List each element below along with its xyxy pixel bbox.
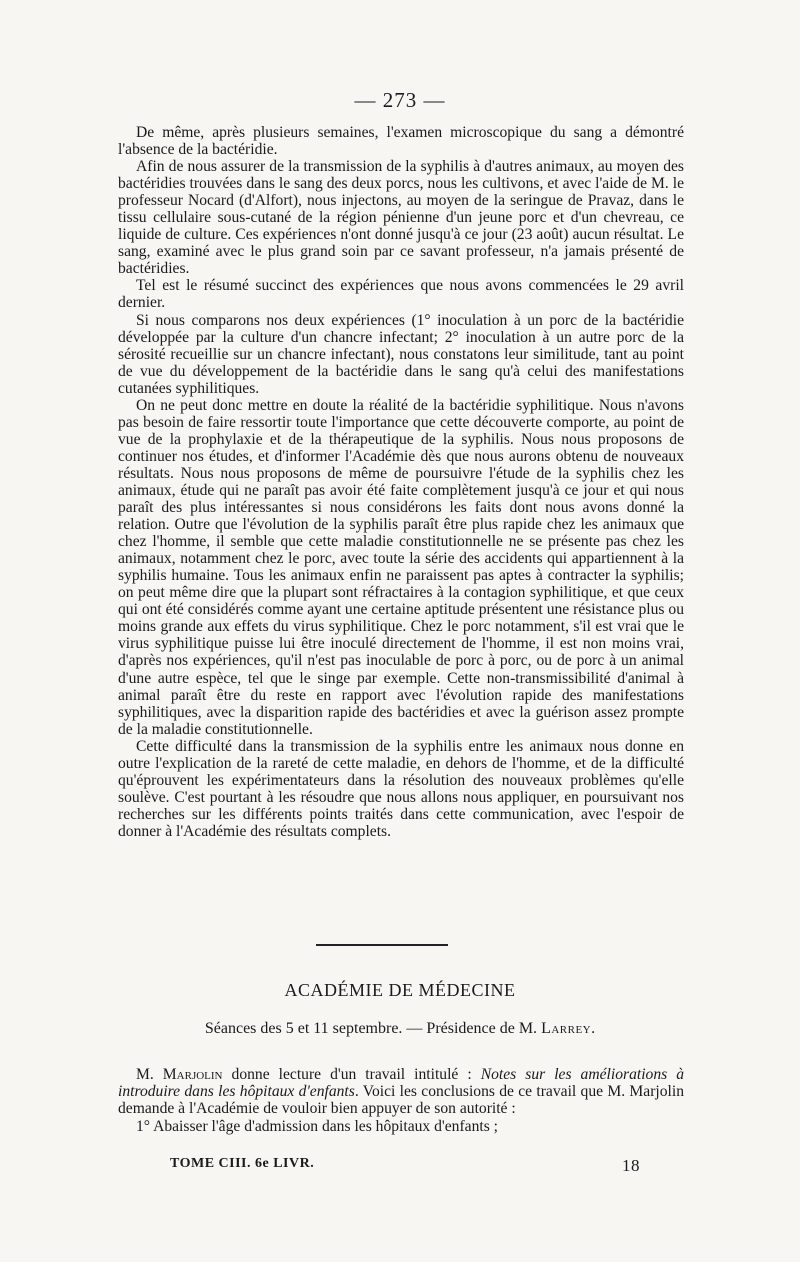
main-text <box>118 124 684 840</box>
volume-label: TOME CIII. 6e LIVR. <box>170 1156 315 1171</box>
page-number: — 273 — <box>354 88 446 112</box>
president-name: Larrey <box>541 1020 592 1037</box>
paragraph: Cette difficulté dans la transmission de la syphilis entre les animaux nous donne en outre l'explication de la rareté de cette maladie, en dehors de l'homme, et de la difficulté qu'éprouvent les expérimentateurs dans la résolution des nouveaux problèmes qu'elle soulève. C'est pourtant à les résoudre que nous allons nous appliquer, en poursuivant nos recherches sur les différents points traités dans cette communication, avec l'espoir de donner à l'Académie des résultats complets. <box>118 737 684 840</box>
section-divider <box>316 944 448 946</box>
paragraph-text: . Voici les conclusions de ce travail que M. Marjolin demande à l'Académie de vouloir bien appuyer de son autorité : <box>118 1083 684 1118</box>
speaker-name: Marjolin <box>162 1066 223 1083</box>
page-footer <box>170 1156 640 1175</box>
session-prefix: Séances des 5 et 11 septembre. — Présidence de M. <box>204 1020 542 1037</box>
paragraph-lead: M. <box>136 1066 163 1083</box>
paragraph: On ne peut donc mettre en doute la réalité de la bactéridie syphilitique. Nous n'avons pas besoin de faire ressortir toute l'importance que cette découverte comporte, au point de vue de la prophylaxie et de la thérapeutique de la syphilis. Nous nous proposons de continuer nos études, et d'informer l'Académie dès que nous aurons obtenu de nouveaux résultats. Nous nous proposons de même de poursuivre l'étude de la syphilis chez les animaux, étude qui ne paraît pas avoir été faite complètement jusqu'à ce jour et qui nous paraît des plus intéressantes si nous considérons les faits dont nous avons donné la relation. Outre que l'évolution de la syphilis paraît être plus rapide chez les animaux que chez l'homme, il semble que cette maladie constitutionnelle ne se présente pas chez les animaux, notamment chez le porc, avec toute la série des accidents qui appartiennent à la syphilis humaine. Tous les animaux enfin ne paraissent pas aptes à contracter la syphilis; on peut même dire que la plupart sont réfractaires à la contagion syphilitique, et que ceux qui ont été considérés comme ayant une certaine aptitude présentent une résistance plus ou moins grande aux effets du virus syphilitique. Chez le porc notamment, s'il est vrai que le virus syphilitique puisse lui être inoculé directement de l'homme, il est non moins vrai, d'après nos expériences, qu'il n'est pas inoculable de porc à porc, ou de porc à un animal d'une autre espèce, tel que le singe par exemple. Cette non-transmissibilité d'animal à animal paraît être du reste en rapport avec l'évolution rapide des manifestations syphilitiques, avec la disparition rapide des bactéridies et avec la guérison assez prompte de la maladie constitutionnelle. <box>118 396 684 738</box>
paragraph: De même, après plusieurs semaines, l'examen microscopique du sang a démontré l'absence de la bactéridie. <box>118 124 684 159</box>
work-title: Notes sur les améliorations à introduire dans les hôpitaux d'enfants <box>118 1066 685 1101</box>
session-suffix: . <box>591 1020 596 1037</box>
paragraph: Si nous comparons nos deux expériences (1° inoculation à un porc de la bactéridie développée par la culture d'un chancre infectant; 2° inoculation à un autre porc de la sérosité recueillie sur un chancre infectant), nous constatons leur similitude, tant au point de vue du développement de la bactéridie dans le sang qu'à celui des manifestations cutanées syphilitiques. <box>118 311 684 397</box>
paragraph <box>118 1066 684 1118</box>
session-line <box>0 1020 800 1038</box>
list-item: 1° Abaisser l'âge d'admission dans les hôpitaux d'enfants ; <box>136 1117 498 1135</box>
paragraph-text: donne lecture d'un travail intitulé : <box>222 1066 481 1083</box>
session-text <box>118 1066 684 1135</box>
signature-mark: 18 <box>622 1156 640 1175</box>
section-title: ACADÉMIE DE MÉDECINE <box>284 980 516 1000</box>
paragraph: Afin de nous assurer de la transmission de la syphilis à d'autres animaux, au moyen des bactéridies trouvées dans le sang des deux porcs, nous les cultivons, et avec l'aide de M. le professeur Nocard (d'Alfort), nous injectons, au moyen de la seringue de Pravaz, dans le tissu cellulaire sous-cutané de la région pénienne d'un jeune porc et d'un chevreau, ce liquide de culture. Ces expériences n'ont donné jusqu'à ce jour (23 août) aucun résultat. Le sang, examiné avec le plus grand soin par ce savant professeur, n'a jamais présenté de bactéridies. <box>118 158 684 278</box>
paragraph: Tel est le résumé succinct des expériences que nous avons commencées le 29 avril dernier. <box>118 277 684 312</box>
